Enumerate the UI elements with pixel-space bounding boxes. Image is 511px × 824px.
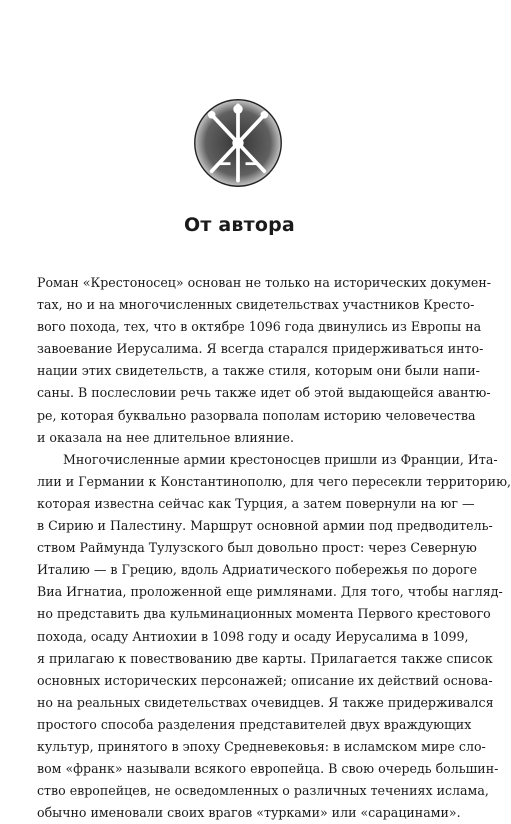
text-line: саны. В послесловии речь также идет об этой выдающейся авантю- [37,385,491,401]
text-line: Роман «Крестоносец» основан не только на исторических докумен- [37,275,492,290]
crusader-emblem-icon [191,96,285,190]
text-line: тах, но и на многочисленных свидетельствах участников Кресто- [37,297,475,313]
text-line: похода, осаду Антиохии в 1098 году и осаду Иерусалима в 1099, [37,628,469,644]
text-line: завоевание Иерусалима. Я всегда старался придерживаться инто- [37,341,484,357]
text-line: Многочисленные армии крестоносцев пришли из Франции, Ита- [63,451,498,467]
text-line: я прилагаю к повествованию две карты. Прилагается также список [37,650,493,666]
text-line: и оказала на нее длительное влияние. [37,429,294,445]
text-line: вом «франк» называли всякого европейца. В свою очередь большин- [37,761,499,777]
text-line: Италию — в Грецию, вдоль Адриатического побережья по дороге [37,562,478,578]
text-line: ство европейцев, не осведомленных о различных течениях ислама, [37,783,489,799]
text-line: культур, принятого в эпоху Средневековья: в исламском мире сло- [37,738,486,754]
body-text [37,272,511,824]
text-line: простого способа разделения представителей двух враждующих [37,716,472,732]
text-line: ре, которая буквально разорвала пополам историю человечества [37,407,476,423]
text-line: Виа Игнатиа, проложенной еще римлянами. Для того, чтобы нагляд- [37,584,503,600]
section-heading: От автора [184,214,295,236]
text-line: основных исторических персонажей; описание их действий основа- [37,672,493,688]
text-line: которая известна сейчас как Турция, а затем повернули на юг — [37,495,475,511]
text-line: обычно именовали своих врагов «турками» или «сарацинами». [37,805,461,821]
text-line: нации этих свидетельств, а также стиля, которым они были напи- [37,363,480,379]
text-line: вого похода, тех, что в октябре 1096 года двинулись из Европы на [37,319,482,335]
text-line: лии и Германии к Константинополю, для чего пересекли территорию, [37,473,511,489]
text-line: но представить два кульминационных момента Первого крестового [37,606,491,622]
text-line: но на реальных свидетельствах очевидцев. Я также придерживался [37,694,494,710]
text-line: в Сирию и Палестину. Маршрут основной армии под предводитель- [37,518,493,534]
text-line: ством Раймунда Тулузского был довольно прост: через Северную [37,540,477,556]
